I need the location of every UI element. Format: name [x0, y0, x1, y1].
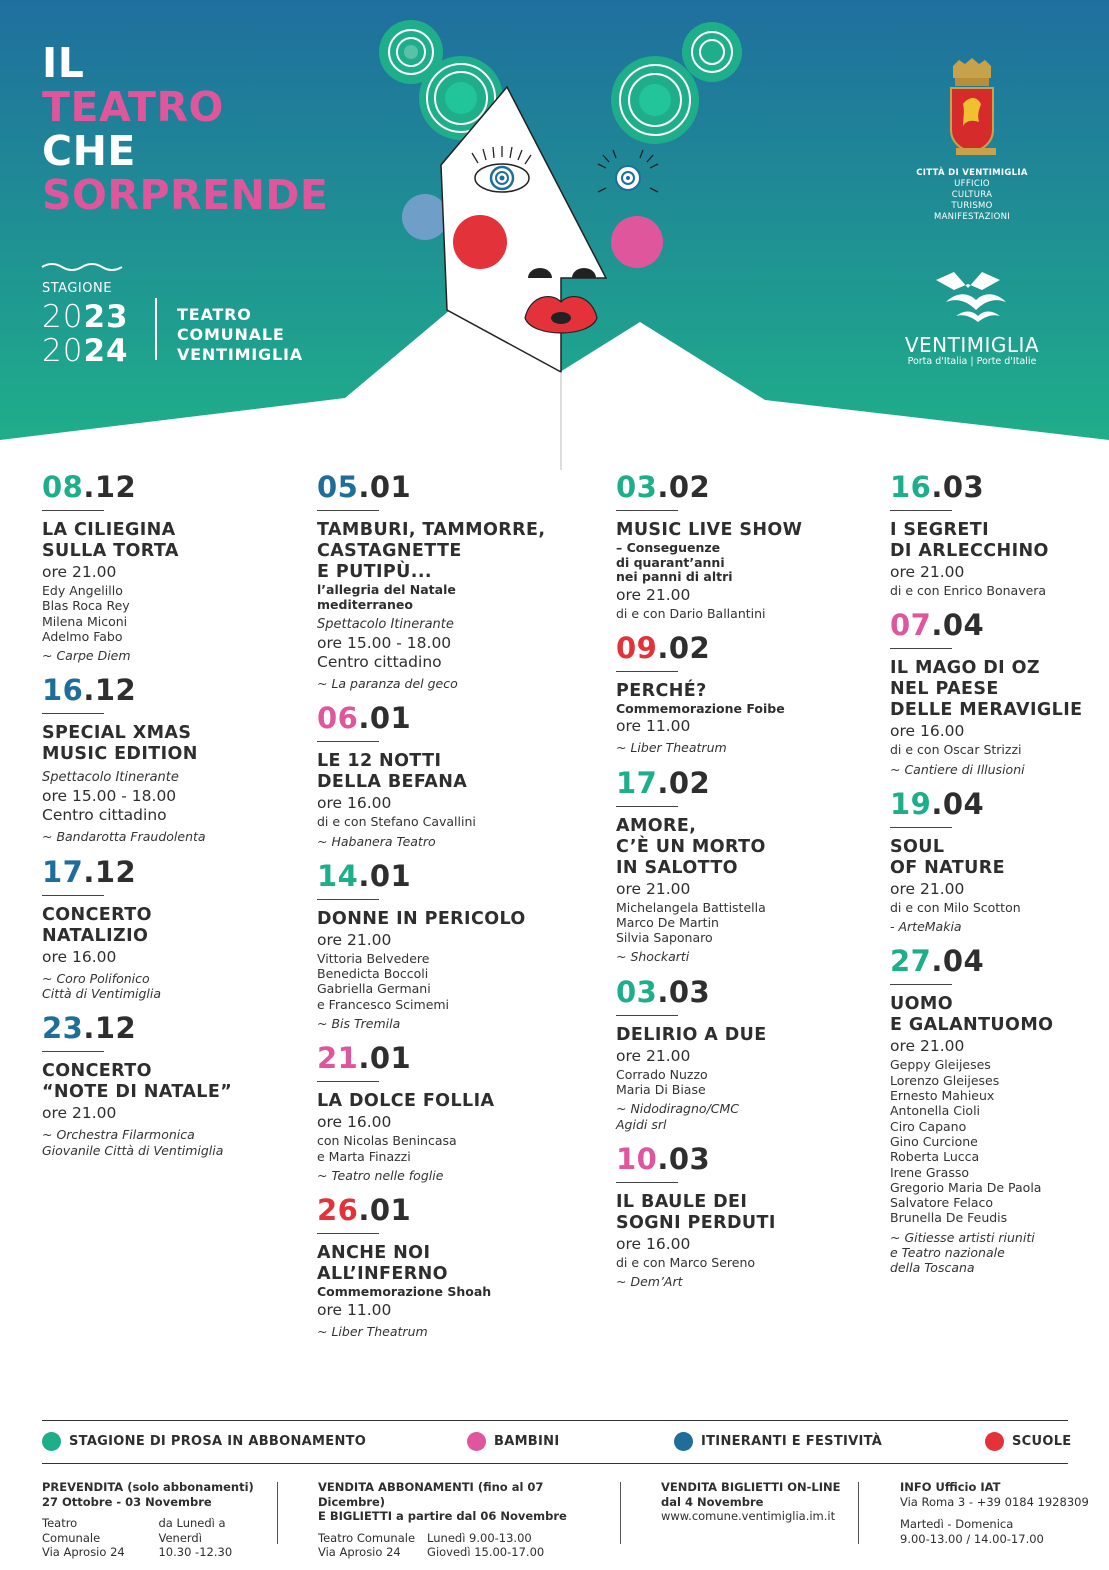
legend-label: SCUOLE	[1012, 1434, 1072, 1449]
legend-itineranti	[674, 1432, 882, 1451]
event-date-day: 05	[317, 470, 359, 504]
event-company: ~ Shockarti	[616, 949, 690, 965]
event-block	[890, 787, 1090, 935]
event-time: ore 21.00	[890, 563, 965, 581]
title-line-3: CHE	[42, 127, 136, 175]
event-time: ore 16.00	[616, 1234, 691, 1253]
venue-line-1: TEATRO	[177, 305, 252, 324]
event-date-month: .01	[358, 701, 412, 736]
event-time: ore 21.00	[890, 1037, 965, 1056]
event-cast: di e con Stefano Cavallini	[317, 814, 476, 830]
event-date-month: .01	[358, 858, 412, 893]
event-date-day: 06	[317, 701, 359, 736]
event-block	[42, 1011, 292, 1158]
event-title: DONNE IN PERICOLO	[317, 908, 526, 929]
info-hours: Martedì - Domenica 9.00-13.00 / 14.00-17.00	[900, 1517, 1044, 1546]
event-date	[890, 608, 1090, 642]
footer-divider	[858, 1482, 859, 1544]
event-time: ore 15.00 - 18.00	[42, 787, 177, 806]
event-company: ~ Cantiere di Illusioni	[890, 761, 1025, 777]
event-date-day: 03	[616, 470, 658, 504]
event-rule	[317, 1233, 379, 1234]
event-cast: Corrado Nuzzo Maria Di Biase	[616, 1066, 708, 1098]
event-company: ~ Liber Theatrum	[616, 740, 727, 756]
event-time: ore 16.00	[317, 1113, 392, 1132]
brand-tagline: Porta d'Italia | Porte d'Italie	[907, 356, 1037, 367]
event-company: ~ Teatro nelle foglie	[317, 1167, 444, 1183]
event-date	[616, 1142, 876, 1176]
event-date-month: .02	[657, 470, 711, 504]
legend-label: STAGIONE DI PROSA IN ABBONAMENTO	[69, 1434, 367, 1449]
event-block	[616, 470, 876, 621]
event-note: Spettacolo Itinerante	[317, 617, 454, 632]
event-date	[42, 1011, 292, 1045]
event-company: ~ Coro Polifonico Città di Ventimiglia	[42, 970, 162, 1002]
event-rule	[42, 713, 104, 714]
event-company: ~ Orchestra Filarmonica Giovanile Città di Ventimiglia	[42, 1127, 224, 1158]
vendita-hours: Lunedì 9.00-13.00 Giovedì 15.00-17.00	[427, 1530, 545, 1559]
event-cast: di e con Enrico Bonavera	[890, 583, 1047, 598]
event-date-day: 19	[890, 786, 932, 821]
event-place: Centro cittadino	[42, 806, 167, 825]
event-date-day: 27	[890, 944, 932, 979]
event-date-day: 17	[616, 765, 658, 800]
event-rule	[317, 899, 379, 900]
event-date-day: 08	[42, 470, 84, 504]
event-title: UOMO E GALANTUOMO	[890, 994, 1054, 1036]
event-date	[890, 470, 1090, 504]
event-company: ~ Liber Theatrum	[317, 1323, 428, 1339]
legend-label: BAMBINI	[494, 1434, 560, 1449]
event-title: LA CILIEGINA SULLA TORTA	[42, 520, 179, 561]
event-date-month: .02	[657, 630, 711, 665]
event-rule	[317, 510, 379, 511]
event-subtitle: – Conseguenze di quarant’anni nei panni di altri	[616, 540, 733, 584]
season-year-1	[42, 300, 129, 334]
event-date	[616, 470, 876, 504]
event-rule	[616, 806, 678, 807]
event-date-month: .12	[83, 854, 137, 889]
event-date-day: 26	[317, 1193, 359, 1228]
prevendita-heading: PREVENDITA (solo abbonamenti) 27 Ottobre - 03 Novembre	[42, 1480, 254, 1509]
event-time: ore 21.00	[890, 879, 965, 898]
event-date-day: 03	[616, 974, 658, 1009]
event-title: CONCERTO “NOTE DI NATALE”	[42, 1061, 233, 1103]
hero-background	[0, 0, 1109, 480]
event-date-month: .02	[657, 765, 711, 800]
event-title: LA DOLCE FOLLIA	[317, 1091, 495, 1112]
prevendita-place: Teatro Comunale Via Aprosio 24	[42, 1516, 125, 1559]
city-office-line-4: TURISMO	[951, 201, 993, 211]
event-rule	[317, 741, 379, 742]
event-title: MUSIC LIVE SHOW	[616, 520, 803, 540]
event-title: CONCERTO NATALIZIO	[42, 904, 152, 946]
events-column-march-april	[890, 470, 1090, 1286]
event-date-month: .04	[931, 944, 985, 979]
event-date-month: .03	[931, 470, 985, 504]
footer-vendita	[318, 1480, 608, 1560]
event-rule	[616, 1015, 678, 1016]
event-rule	[616, 671, 678, 672]
legend-top-rule	[42, 1420, 1068, 1421]
online-heading: VENDITA BIGLIETTI ON-LINE dal 4 Novembre	[661, 1480, 841, 1509]
coat-of-arms-icon	[951, 58, 996, 155]
event-date-day: 09	[616, 630, 658, 665]
event-block	[42, 470, 292, 663]
event-block	[890, 944, 1090, 1275]
event-date	[616, 631, 876, 665]
event-rule	[616, 510, 678, 511]
event-cast: Edy Angelillo Blas Roca Rey Milena Miconi Adelmo Fabo	[42, 583, 130, 644]
event-time: ore 11.00	[616, 717, 691, 736]
event-date-day: 16	[890, 470, 932, 504]
event-rule	[890, 984, 952, 985]
event-rule	[890, 648, 952, 649]
legend-dot-red-icon	[985, 1432, 1004, 1451]
event-date-day: 17	[42, 854, 84, 889]
event-date-month: .04	[931, 608, 985, 643]
event-date	[317, 470, 587, 504]
event-date-day: 10	[616, 1141, 658, 1176]
event-cast: di e con Dario Ballantini	[616, 605, 766, 621]
event-date	[616, 766, 876, 800]
event-date-month: .12	[83, 470, 137, 504]
footer-info	[900, 1480, 1100, 1546]
event-date-day: 16	[42, 673, 84, 708]
hero-banner	[0, 0, 1109, 480]
event-date-day: 07	[890, 608, 932, 643]
vendita-place: Teatro Comunale Via Aprosio 24	[318, 1530, 416, 1559]
event-block	[317, 701, 587, 849]
event-cast: di e con Milo Scotton	[890, 899, 1021, 915]
event-company: - ArteMakia	[890, 919, 962, 935]
event-rule	[42, 895, 104, 896]
event-date-day: 23	[42, 1011, 84, 1046]
event-cast: Vittoria Belvedere Benedicta Boccoli Gabriella Germani e Francesco Scimemi	[317, 950, 450, 1012]
legend-label: ITINERANTI E FESTIVITÀ	[701, 1434, 883, 1449]
event-time: ore 21.00	[616, 879, 691, 898]
info-heading: INFO Ufficio IAT	[900, 1480, 1001, 1494]
event-date-month: .01	[358, 470, 412, 504]
year-2-light: 20	[42, 333, 84, 369]
city-office-line-1: CITTÀ DI VENTIMIGLIA	[916, 168, 1028, 178]
event-cast: con Nicolas Benincasa e Marta Finazzi	[317, 1133, 457, 1164]
event-company: ~ Carpe Diem	[42, 648, 131, 664]
event-title: TAMBURI, TAMMORRE, CASTAGNETTE E PUTIPÙ...	[317, 520, 546, 582]
event-time: ore 21.00	[42, 1104, 117, 1123]
event-date	[42, 673, 292, 707]
title-line-1: IL	[42, 39, 85, 87]
event-date-month: .12	[83, 673, 137, 708]
event-title: LE 12 NOTTI DELLA BEFANA	[317, 751, 468, 793]
online-url-link[interactable]: www.comune.ventimiglia.im.it	[661, 1509, 836, 1523]
events-column-february-march	[616, 470, 876, 1300]
event-block	[616, 1142, 876, 1290]
event-date	[890, 944, 1090, 978]
venue-line-2: COMUNALE	[177, 325, 285, 344]
event-date-month: .01	[358, 1193, 412, 1228]
footer-divider	[277, 1482, 278, 1544]
season-year-2	[42, 334, 129, 368]
event-time: ore 16.00	[890, 722, 965, 741]
event-block	[317, 1193, 587, 1339]
event-rule	[42, 510, 104, 511]
legend-prosa	[42, 1432, 366, 1451]
event-title: IL MAGO DI OZ NEL PAESE DELLE MERAVIGLIE	[890, 658, 1083, 721]
event-block	[317, 470, 587, 691]
event-title: SOUL OF NATURE	[890, 836, 1005, 878]
footer-prevendita	[42, 1480, 272, 1560]
event-time: ore 21.00	[317, 930, 392, 949]
city-office-line-2: UFFICIO	[954, 179, 990, 189]
event-time: ore 21.00	[616, 1046, 691, 1065]
event-block	[42, 673, 292, 844]
legend-dot-pink-icon	[467, 1432, 486, 1451]
legend-dot-green-icon	[42, 1432, 61, 1451]
event-title: DELIRIO A DUE	[616, 1024, 767, 1045]
event-company: ~ Nidodiragno/CMC Agidi srl	[616, 1101, 740, 1132]
prevendita-hours: da Lunedì a Venerdì 10.30 -12.30	[158, 1516, 233, 1559]
event-date	[42, 855, 292, 889]
events-column-january	[317, 470, 587, 1349]
event-block	[317, 1041, 587, 1183]
event-date-month: .01	[358, 1041, 412, 1076]
event-subtitle: l’allegria del Natale mediterraneo	[317, 582, 456, 612]
event-date	[317, 701, 587, 735]
legend-scuole	[985, 1432, 1071, 1451]
event-block	[317, 859, 587, 1031]
event-title: I SEGRETI DI ARLECCHINO	[890, 520, 1049, 561]
event-title: SPECIAL XMAS MUSIC EDITION	[42, 723, 198, 765]
event-company: ~ Dem’Art	[616, 1274, 683, 1290]
event-block	[616, 975, 876, 1132]
event-block	[616, 766, 876, 965]
event-block	[42, 855, 292, 1002]
city-office-line-3: CULTURA	[951, 190, 993, 200]
event-company: ~ Bandarotta Fraudolenta	[42, 829, 206, 845]
event-date	[616, 975, 876, 1009]
season-divider	[155, 298, 157, 360]
year-2-bold: 24	[83, 333, 129, 369]
event-date	[42, 470, 292, 504]
season-label: STAGIONE	[42, 281, 112, 296]
event-subtitle: Commemorazione Shoah	[317, 1284, 492, 1300]
event-time: ore 16.00	[317, 794, 392, 813]
footer-divider	[620, 1482, 621, 1544]
brand-name: VENTIMIGLIA	[904, 333, 1040, 357]
event-date	[317, 1041, 587, 1075]
event-date-day: 14	[317, 858, 359, 893]
vendita-heading: VENDITA ABBONAMENTI (fino al 07 Dicembre) E BIGLIETTI a partire dal 06 Novembre	[318, 1480, 567, 1523]
event-company: ~ Bis Tremila	[317, 1016, 401, 1032]
event-block	[616, 631, 876, 756]
event-company: ~ Gitiesse artisti riuniti e Teatro nazionale della Toscana	[890, 1229, 1035, 1276]
event-rule	[317, 1081, 379, 1082]
event-cast: Geppy Gleijeses Lorenzo Gleijeses Ernesto Mahieux Antonella Cioli Ciro Capano Gino Curcione Roberta Lucca Irene Grasso Gregorio Maria De Paola Salvatore Felaco Brunella De Feudis	[890, 1057, 1042, 1226]
footer-online	[661, 1480, 851, 1524]
title-line-2: TEATRO	[42, 83, 224, 131]
event-cast: Michelangela Battistella Marco De Martin Silvia Saponaro	[616, 899, 766, 946]
event-cast: di e con Oscar Strizzi	[890, 742, 1022, 758]
legend-bambini	[467, 1432, 559, 1451]
year-1-light: 20	[42, 299, 84, 335]
venue-line-3: VENTIMIGLIA	[177, 345, 303, 364]
event-title: PERCHÉ?	[616, 680, 707, 701]
event-date	[317, 1193, 587, 1227]
event-company: ~ Habanera Teatro	[317, 833, 436, 849]
event-subtitle: Commemorazione Foibe	[616, 700, 785, 716]
event-company: ~ La paranza del geco	[317, 676, 458, 691]
event-time: ore 21.00	[616, 585, 691, 604]
event-title: IL BAULE DEI SOGNI PERDUTI	[616, 1191, 776, 1233]
event-date-month: .04	[931, 786, 985, 821]
year-1-bold: 23	[83, 299, 129, 335]
event-date-day: 21	[317, 1041, 359, 1076]
info-address: Via Roma 3 - +39 0184 1928309	[900, 1494, 1089, 1509]
event-time: ore 16.00	[42, 947, 117, 966]
legend-dot-blue-icon	[674, 1432, 693, 1451]
event-time: ore 11.00	[317, 1300, 392, 1319]
legend-bottom-rule	[42, 1463, 1068, 1464]
event-time: ore 15.00 - 18.00	[317, 634, 452, 652]
event-cast: di e con Marco Sereno	[616, 1254, 756, 1270]
events-column-december	[42, 470, 292, 1168]
event-block	[890, 470, 1090, 598]
event-rule	[616, 1182, 678, 1183]
event-note: Spettacolo Itinerante	[42, 770, 179, 786]
event-rule	[890, 510, 952, 511]
event-title: AMORE, C’È UN MORTO IN SALOTTO	[616, 815, 766, 878]
event-date	[890, 787, 1090, 821]
title-line-4: SORPRENDE	[42, 171, 329, 219]
event-title: ANCHE NOI ALL’INFERNO	[317, 1243, 448, 1285]
event-block	[890, 608, 1090, 777]
event-time: ore 21.00	[42, 563, 117, 581]
event-place: Centro cittadino	[317, 653, 442, 671]
event-rule	[42, 1051, 104, 1052]
event-date-month: .03	[657, 974, 711, 1009]
event-date	[317, 859, 587, 893]
event-date-month: .03	[657, 1141, 711, 1176]
event-rule	[890, 827, 952, 828]
event-date-month: .12	[83, 1011, 137, 1046]
city-office-line-5: MANIFESTAZIONI	[933, 212, 1011, 222]
